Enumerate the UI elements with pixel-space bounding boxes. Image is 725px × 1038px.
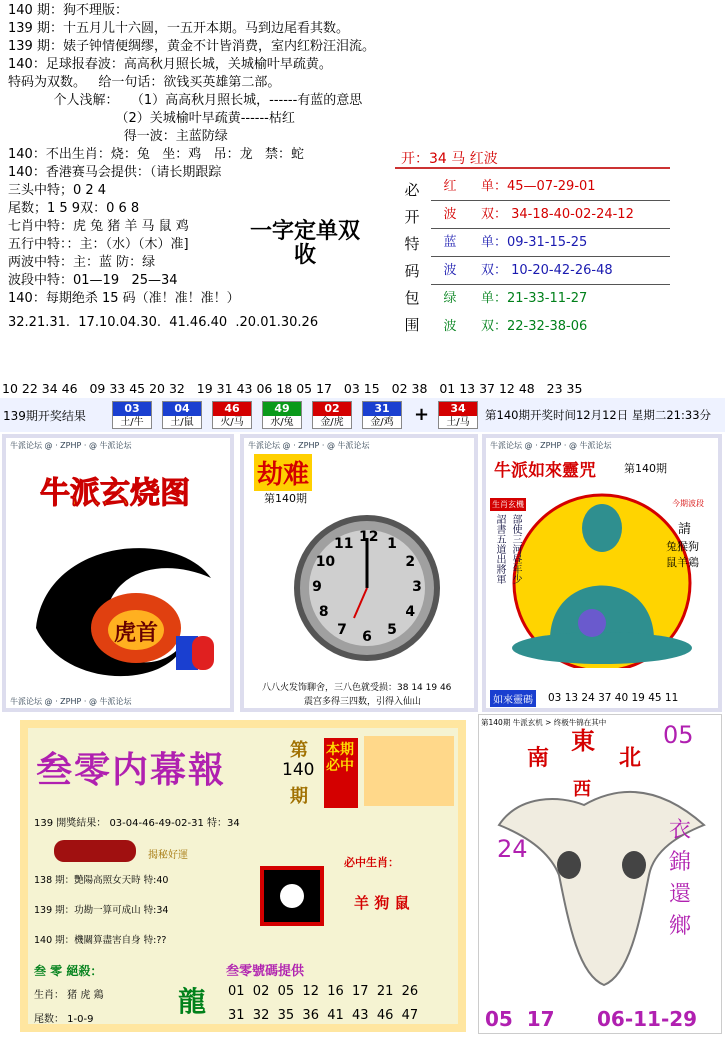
side-char: 码 [404,262,420,280]
panel-xuanshao [2,434,234,712]
seal-graphic [54,840,136,862]
issue-label: 第140期 [264,492,307,505]
wave-numbers: 双： 10-20-42-26-48 [481,263,613,278]
clock-number: 9 [312,579,322,595]
big-label-line: 一字定单双 [249,219,360,244]
clock-number: 2 [405,554,416,570]
buddha-graphic [490,488,715,668]
wave-label: 波 [443,263,457,278]
clock-number: 12 [359,529,379,545]
history-row: 138 期：艷陽高照女天時 特:40 [34,875,169,886]
foot-numbers: 03 13 24 37 40 19 45 11 [548,692,679,704]
clock-number: 6 [362,629,372,645]
pick-zodiac: 生肖： 猪 虎 鶏 [34,990,104,1001]
right-text: 鼠羊鶏 [666,556,699,569]
text-line: （2）关城榆叶早疏黄------枯红 [8,111,295,126]
direction-north: 北 [619,746,642,771]
clock-number: 3 [412,579,422,595]
text-line: 特码为双数。 给一句话：欲钱买英雄第二部。 [8,75,281,90]
draw-result-strip [0,398,725,432]
history-row: 139 期：功勘一算可成山 特:34 [34,905,169,916]
wave-numbers: 单：09-31-15-25 [481,235,588,250]
result-ball [362,401,402,429]
pick-tail: 尾数： 1-0-9 [34,1014,94,1025]
badge-left: 生肖玄機 [492,500,524,509]
clock-number: 11 [334,535,354,552]
ball-number: 03 [113,402,151,416]
table-row [431,257,670,285]
ball-number: 02 [313,402,351,416]
text-line: 139 期：十五月儿十六圆，一五开本期。马到边尾看其数。 [8,21,349,36]
pick-title: 叁 零 絕殺： [34,964,103,978]
wave-numbers: 单：45—07-29-01 [481,179,596,194]
badge-right: 今期波段 [672,499,704,508]
table-row [431,173,670,201]
caption: 八八火发饰聊舍，三八色就受损：38 14 19 46 [262,683,452,693]
ball-number: 46 [213,402,251,416]
special-code-table [395,145,670,340]
dragon-glyph: 龍 [178,985,207,1018]
result-ball [162,401,202,429]
clock-number: 5 [387,622,397,639]
table-row [431,229,670,257]
poem-line: 詔書五道出將軍 [494,514,505,584]
strip-right-label: 第140期开奖时间12月12日 星期二21:33分 [485,408,712,422]
clock-number: 1 [387,535,397,552]
text-line: 两波中特：主：蓝 防：绿 [8,255,156,270]
wave-label: 波 [443,207,457,222]
wave-numbers: 单：21-33-11-27 [481,291,588,306]
numbers-row: 01 02 05 12 16 17 21 26 [228,984,419,999]
table-side-label [399,175,425,339]
side-char: 开 [404,208,420,226]
panel-title: 劫难 [254,454,312,491]
text-line: 140 期：狗不理版： [8,3,128,18]
direction-south: 南 [527,746,550,771]
big-label [240,220,370,268]
subtitle: 揭秘好運 [148,850,188,861]
vertical-text [669,815,691,943]
text-line: 32.21.31. 17.10.04.30. 41.46.40 .20.01.30.26 [8,315,319,330]
result-line: 139 開獎結果： 03-04-46-49-02-31 特：34 [34,818,240,829]
text-line: 个人浅解： （1）高高秋月照长城，------有蓝的意思 [8,93,363,108]
text-line: 140：每期绝杀 15 码（准！准！准！） [8,291,240,306]
ball-zodiac: 土/马 [446,417,470,428]
ball-zodiac: 土/牛 [120,417,144,428]
wave-label: 绿 [443,291,457,306]
clock-number: 4 [405,604,416,620]
ball-zodiac: 水/兔 [270,417,294,428]
text-line: 波段中特：01—19 25—34 [8,273,178,288]
bottom-right-numbers: 06-11-29 [597,1007,698,1031]
issue-label: 第140期 [624,462,667,475]
glyph-label: 虎首 [114,621,159,646]
numbers-row: 31 32 35 36 41 43 46 47 [228,1008,419,1023]
result-ball [112,401,152,429]
table-row [431,201,670,229]
side-char: 围 [404,316,420,334]
result-ball [312,401,352,429]
side-char: 包 [404,289,420,307]
number-24: 24 [497,835,528,863]
strip-left-label: 139期开奖结果 [3,409,86,423]
panel-title: 牛派玄烧图 [40,476,190,511]
panel-neimubao [20,720,466,1032]
caption: 震宫多得三四数，引得入仙山 [304,697,422,707]
swirl-graphic [26,518,226,688]
ball-zodiac: 金/虎 [320,417,344,428]
panel-top-text: 第140期 牛派玄机 > 终极牛锦在其中 [481,718,607,727]
ball-number: 34 [439,402,477,416]
clock-number: 10 [315,554,336,570]
number-05: 05 [663,721,694,749]
vert-char: 鄉 [669,914,692,939]
ball-icon [260,866,324,926]
panel-rulai [482,434,722,712]
ball-number: 31 [363,402,401,416]
panel-title: 牛派如來靈咒 [494,461,596,481]
must-hit-badge: 本期必中 [324,738,358,808]
big-label-line: 收 [293,243,316,268]
watermark: 牛派论坛 @ · ZPHP · @ 牛派论坛 [10,697,132,706]
wave-numbers: 双：22-32-38-06 [481,319,588,334]
table-header: 开：34 马 红波 [395,145,670,169]
poem-line: 部使三河昼年少 [510,514,521,584]
vert-char: 錦 [669,850,692,875]
text-line: 140：足球报春波：高高秋月照长城，关城榆叶早疏黄。 [8,57,332,72]
history-row: 140 期：機關算盡害自身 特:?? [34,935,167,946]
issue-number: 140 [282,760,315,780]
text-line: 140：不出生肖：烧：兔 坐：鸡 吊：龙 禁：蛇 [8,147,305,162]
text-line: 139 期：婊子钟情便绸缪，黄金不计皆消费，室内红粉汪泪流。 [8,39,375,54]
numbers-title: 叁零號碼提供 [226,964,305,979]
wave-label: 蓝 [443,235,457,250]
text-line: 得一波：主蓝防绿 [8,129,228,144]
issue-label: 第140期 [106,525,149,538]
clock-number: 7 [337,622,347,639]
number-row: 10 22 34 46 09 33 45 20 32 19 31 43 06 18 05 17 03 15 02 38 01 13 37 12 48 23 35 [2,381,583,396]
ball-zodiac: 土/鼠 [170,417,194,428]
panel-skull [478,714,722,1034]
right-text: 兔猴狗 [666,540,699,553]
issue-di: 第 [290,740,308,761]
zodiac-title: 必中生肖： [344,856,399,869]
text-line: 尾数；1 5 9双：0 6 8 [8,201,140,216]
table-row [431,285,670,313]
result-ball [262,401,302,429]
watermark: 牛派论坛 @ · ZPHP · @ 牛派论坛 [10,441,132,450]
wave-numbers: 双： 34-18-40-02-24-12 [481,207,634,222]
foot-label: 如來靈碼 [490,690,536,707]
plus-sign: + [414,404,430,425]
wave-label: 红 [443,179,457,194]
watermark: 牛派论坛 @ · ZPHP · @ 牛派论坛 [490,441,612,450]
ball-number: 49 [263,402,301,416]
ball-zodiac: 火/马 [220,417,244,428]
vert-char: 還 [669,882,692,907]
issue-qi: 期 [290,786,308,807]
text-line: 三头中特；0 2 4 [8,183,107,198]
clock-number: 8 [318,604,329,620]
result-ball [212,401,252,429]
table-row [431,313,670,341]
special-ball [438,401,478,429]
panel-title: 叁零内幕報 [36,750,227,791]
panel-jienan [240,434,478,712]
text-line: 140：香港赛马会提供：（请长期跟踪 [8,165,222,180]
bottom-left-numbers: 05 17 [485,1007,555,1031]
zodiac-picks: 羊 狗 鼠 [354,894,410,912]
direction-east: 東 [571,727,595,755]
watermark: 牛派论坛 @ · ZPHP · @ 牛派论坛 [248,441,370,450]
right-text: 請 [678,522,692,537]
text-line: 七肖中特：虎 兔 猪 羊 马 鼠 鸡 [8,219,189,234]
ball-zodiac: 金/鸡 [370,417,394,428]
direction-west: 西 [573,779,591,800]
ball-number: 04 [163,402,201,416]
text-line: 五行中特：：主：（水）（木）准] [8,237,189,252]
side-char: 必 [404,181,420,199]
wave-label: 波 [443,319,457,334]
side-char: 特 [404,235,420,253]
figure-graphic [364,736,454,806]
vert-char: 衣 [669,818,692,843]
